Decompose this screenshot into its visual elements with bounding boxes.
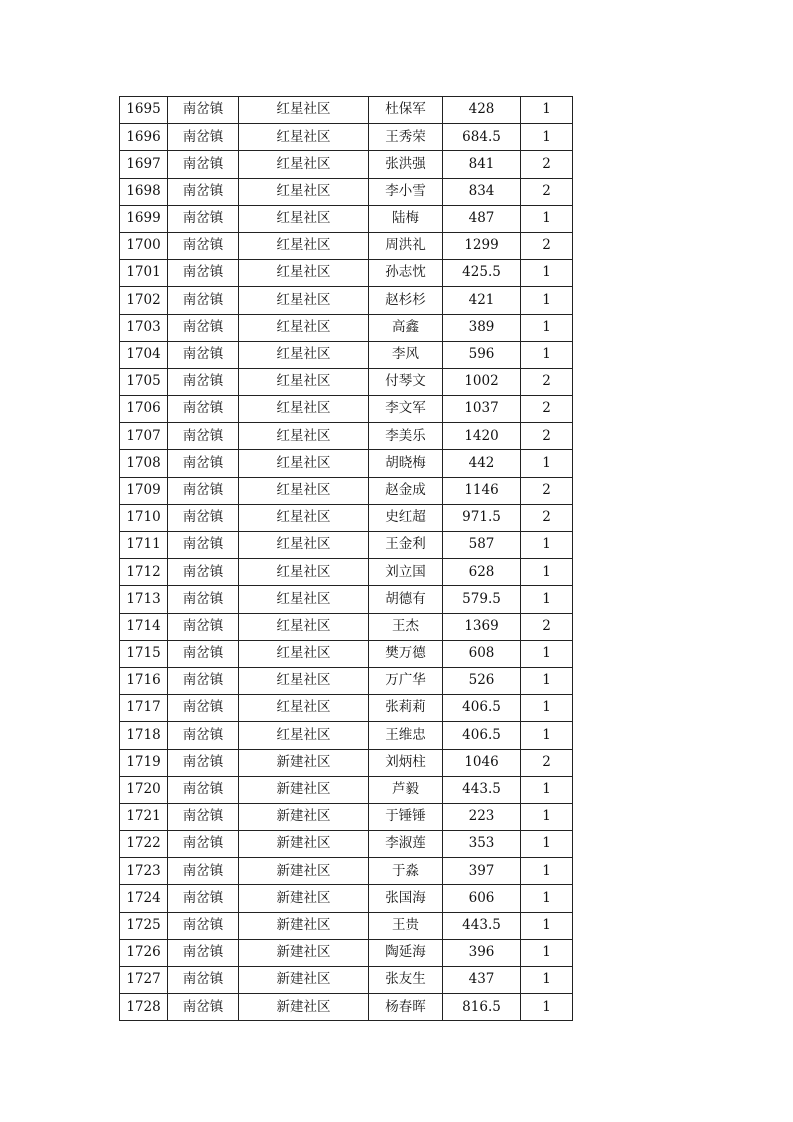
community-cell: 红星社区 — [239, 396, 369, 423]
household-count-cell: 1 — [521, 776, 573, 803]
table-row — [120, 504, 573, 531]
household-count-cell: 1 — [521, 205, 573, 232]
amount-cell: 1046 — [443, 749, 521, 776]
table-row — [120, 613, 573, 640]
community-cell: 红星社区 — [239, 178, 369, 205]
row-number-cell: 1722 — [120, 831, 168, 858]
amount-cell: 389 — [443, 314, 521, 341]
row-number-cell: 1704 — [120, 341, 168, 368]
table-row — [120, 260, 573, 287]
community-cell: 新建社区 — [239, 776, 369, 803]
town-cell: 南岔镇 — [168, 287, 239, 314]
name-cell: 李风 — [369, 341, 443, 368]
town-cell: 南岔镇 — [168, 967, 239, 994]
row-number-cell: 1721 — [120, 803, 168, 830]
table-row — [120, 178, 573, 205]
row-number-cell: 1696 — [120, 124, 168, 151]
town-cell: 南岔镇 — [168, 97, 239, 124]
name-cell: 周洪礼 — [369, 232, 443, 259]
amount-cell: 587 — [443, 532, 521, 559]
town-cell: 南岔镇 — [168, 368, 239, 395]
community-cell: 新建社区 — [239, 967, 369, 994]
row-number-cell: 1702 — [120, 287, 168, 314]
row-number-cell: 1727 — [120, 967, 168, 994]
community-cell: 红星社区 — [239, 667, 369, 694]
name-cell: 付琴文 — [369, 368, 443, 395]
community-cell: 红星社区 — [239, 97, 369, 124]
town-cell: 南岔镇 — [168, 205, 239, 232]
amount-cell: 406.5 — [443, 695, 521, 722]
household-count-cell: 1 — [521, 640, 573, 667]
table-row — [120, 450, 573, 477]
table-row — [120, 858, 573, 885]
community-cell: 红星社区 — [239, 477, 369, 504]
name-cell: 刘炳柱 — [369, 749, 443, 776]
name-cell: 赵金成 — [369, 477, 443, 504]
household-count-cell: 1 — [521, 939, 573, 966]
community-cell: 红星社区 — [239, 450, 369, 477]
table-row — [120, 205, 573, 232]
table-row — [120, 640, 573, 667]
community-cell: 新建社区 — [239, 749, 369, 776]
row-number-cell: 1728 — [120, 994, 168, 1021]
household-count-cell: 1 — [521, 967, 573, 994]
name-cell: 张莉莉 — [369, 695, 443, 722]
amount-cell: 1002 — [443, 368, 521, 395]
amount-cell: 816.5 — [443, 994, 521, 1021]
community-cell: 红星社区 — [239, 586, 369, 613]
amount-cell: 526 — [443, 667, 521, 694]
row-number-cell: 1706 — [120, 396, 168, 423]
amount-cell: 428 — [443, 97, 521, 124]
table-row — [120, 232, 573, 259]
amount-cell: 1037 — [443, 396, 521, 423]
row-number-cell: 1699 — [120, 205, 168, 232]
town-cell: 南岔镇 — [168, 504, 239, 531]
table-row — [120, 287, 573, 314]
amount-cell: 1420 — [443, 423, 521, 450]
table-row — [120, 695, 573, 722]
row-number-cell: 1711 — [120, 532, 168, 559]
town-cell: 南岔镇 — [168, 423, 239, 450]
household-count-cell: 1 — [521, 722, 573, 749]
town-cell: 南岔镇 — [168, 803, 239, 830]
town-cell: 南岔镇 — [168, 477, 239, 504]
table-row — [120, 912, 573, 939]
table-row — [120, 477, 573, 504]
household-count-cell: 2 — [521, 613, 573, 640]
table-body — [120, 97, 573, 1021]
town-cell: 南岔镇 — [168, 722, 239, 749]
row-number-cell: 1703 — [120, 314, 168, 341]
amount-cell: 397 — [443, 858, 521, 885]
town-cell: 南岔镇 — [168, 314, 239, 341]
table-row — [120, 749, 573, 776]
name-cell: 刘立国 — [369, 559, 443, 586]
town-cell: 南岔镇 — [168, 396, 239, 423]
table-row — [120, 831, 573, 858]
row-number-cell: 1705 — [120, 368, 168, 395]
household-count-cell: 2 — [521, 368, 573, 395]
household-count-cell: 2 — [521, 504, 573, 531]
town-cell: 南岔镇 — [168, 885, 239, 912]
table-row — [120, 803, 573, 830]
household-count-cell: 1 — [521, 803, 573, 830]
town-cell: 南岔镇 — [168, 939, 239, 966]
community-cell: 红星社区 — [239, 640, 369, 667]
table-row — [120, 314, 573, 341]
amount-cell: 421 — [443, 287, 521, 314]
amount-cell: 684.5 — [443, 124, 521, 151]
row-number-cell: 1726 — [120, 939, 168, 966]
name-cell: 王金利 — [369, 532, 443, 559]
town-cell: 南岔镇 — [168, 232, 239, 259]
household-count-cell: 2 — [521, 477, 573, 504]
row-number-cell: 1717 — [120, 695, 168, 722]
amount-cell: 834 — [443, 178, 521, 205]
town-cell: 南岔镇 — [168, 831, 239, 858]
town-cell: 南岔镇 — [168, 749, 239, 776]
household-count-cell: 1 — [521, 532, 573, 559]
row-number-cell: 1698 — [120, 178, 168, 205]
community-cell: 红星社区 — [239, 559, 369, 586]
community-cell: 红星社区 — [239, 504, 369, 531]
household-count-cell: 2 — [521, 178, 573, 205]
community-cell: 红星社区 — [239, 532, 369, 559]
community-cell: 新建社区 — [239, 831, 369, 858]
name-cell: 杨春晖 — [369, 994, 443, 1021]
household-count-cell: 1 — [521, 124, 573, 151]
household-count-cell: 1 — [521, 260, 573, 287]
amount-cell: 628 — [443, 559, 521, 586]
name-cell: 于淼 — [369, 858, 443, 885]
name-cell: 李美乐 — [369, 423, 443, 450]
amount-cell: 487 — [443, 205, 521, 232]
table-row — [120, 423, 573, 450]
amount-cell: 406.5 — [443, 722, 521, 749]
table-row — [120, 151, 573, 178]
table-row — [120, 939, 573, 966]
household-count-cell: 2 — [521, 749, 573, 776]
household-count-cell: 1 — [521, 695, 573, 722]
name-cell: 陆梅 — [369, 205, 443, 232]
community-cell: 新建社区 — [239, 803, 369, 830]
community-cell: 新建社区 — [239, 939, 369, 966]
name-cell: 张国海 — [369, 885, 443, 912]
amount-cell: 437 — [443, 967, 521, 994]
table-row — [120, 967, 573, 994]
community-cell: 红星社区 — [239, 151, 369, 178]
amount-cell: 1146 — [443, 477, 521, 504]
row-number-cell: 1714 — [120, 613, 168, 640]
household-count-cell: 1 — [521, 858, 573, 885]
community-cell: 红星社区 — [239, 205, 369, 232]
name-cell: 王维忠 — [369, 722, 443, 749]
name-cell: 芦毅 — [369, 776, 443, 803]
town-cell: 南岔镇 — [168, 341, 239, 368]
amount-cell: 1369 — [443, 613, 521, 640]
table-row — [120, 776, 573, 803]
table-row — [120, 532, 573, 559]
community-cell: 红星社区 — [239, 287, 369, 314]
household-count-cell: 1 — [521, 994, 573, 1021]
household-count-cell: 1 — [521, 450, 573, 477]
town-cell: 南岔镇 — [168, 450, 239, 477]
row-number-cell: 1710 — [120, 504, 168, 531]
table-row — [120, 667, 573, 694]
household-count-cell: 1 — [521, 341, 573, 368]
amount-cell: 606 — [443, 885, 521, 912]
row-number-cell: 1700 — [120, 232, 168, 259]
row-number-cell: 1709 — [120, 477, 168, 504]
name-cell: 李文军 — [369, 396, 443, 423]
data-table — [119, 96, 573, 1021]
amount-cell: 425.5 — [443, 260, 521, 287]
amount-cell: 596 — [443, 341, 521, 368]
row-number-cell: 1725 — [120, 912, 168, 939]
row-number-cell: 1712 — [120, 559, 168, 586]
amount-cell: 841 — [443, 151, 521, 178]
household-count-cell: 2 — [521, 423, 573, 450]
name-cell: 孙志忱 — [369, 260, 443, 287]
town-cell: 南岔镇 — [168, 858, 239, 885]
household-count-cell: 1 — [521, 287, 573, 314]
amount-cell: 353 — [443, 831, 521, 858]
community-cell: 红星社区 — [239, 260, 369, 287]
row-number-cell: 1715 — [120, 640, 168, 667]
amount-cell: 443.5 — [443, 776, 521, 803]
name-cell: 万广华 — [369, 667, 443, 694]
amount-cell: 443.5 — [443, 912, 521, 939]
amount-cell: 442 — [443, 450, 521, 477]
name-cell: 史红超 — [369, 504, 443, 531]
table-row — [120, 341, 573, 368]
amount-cell: 223 — [443, 803, 521, 830]
town-cell: 南岔镇 — [168, 151, 239, 178]
amount-cell: 579.5 — [443, 586, 521, 613]
community-cell: 红星社区 — [239, 722, 369, 749]
town-cell: 南岔镇 — [168, 640, 239, 667]
name-cell: 王贵 — [369, 912, 443, 939]
household-count-cell: 2 — [521, 151, 573, 178]
name-cell: 杜保军 — [369, 97, 443, 124]
community-cell: 红星社区 — [239, 124, 369, 151]
name-cell: 张洪强 — [369, 151, 443, 178]
amount-cell: 608 — [443, 640, 521, 667]
household-count-cell: 1 — [521, 314, 573, 341]
table-row — [120, 885, 573, 912]
row-number-cell: 1708 — [120, 450, 168, 477]
name-cell: 王秀荣 — [369, 124, 443, 151]
row-number-cell: 1707 — [120, 423, 168, 450]
table-row — [120, 368, 573, 395]
name-cell: 胡晓梅 — [369, 450, 443, 477]
name-cell: 樊万德 — [369, 640, 443, 667]
row-number-cell: 1718 — [120, 722, 168, 749]
name-cell: 于锤锤 — [369, 803, 443, 830]
table-row — [120, 396, 573, 423]
row-number-cell: 1701 — [120, 260, 168, 287]
row-number-cell: 1713 — [120, 586, 168, 613]
row-number-cell: 1716 — [120, 667, 168, 694]
household-count-cell: 2 — [521, 396, 573, 423]
town-cell: 南岔镇 — [168, 613, 239, 640]
community-cell: 红星社区 — [239, 695, 369, 722]
household-count-cell: 1 — [521, 885, 573, 912]
household-count-cell: 1 — [521, 831, 573, 858]
table-row — [120, 994, 573, 1021]
household-count-cell: 1 — [521, 559, 573, 586]
table-row — [120, 722, 573, 749]
table-row — [120, 559, 573, 586]
household-count-cell: 1 — [521, 586, 573, 613]
community-cell: 红星社区 — [239, 613, 369, 640]
town-cell: 南岔镇 — [168, 994, 239, 1021]
town-cell: 南岔镇 — [168, 532, 239, 559]
household-count-cell: 1 — [521, 667, 573, 694]
town-cell: 南岔镇 — [168, 124, 239, 151]
household-count-cell: 2 — [521, 232, 573, 259]
table-row — [120, 97, 573, 124]
community-cell: 红星社区 — [239, 423, 369, 450]
household-count-cell: 1 — [521, 912, 573, 939]
table-row — [120, 586, 573, 613]
amount-cell: 1299 — [443, 232, 521, 259]
town-cell: 南岔镇 — [168, 559, 239, 586]
name-cell: 王杰 — [369, 613, 443, 640]
community-cell: 红星社区 — [239, 314, 369, 341]
row-number-cell: 1723 — [120, 858, 168, 885]
row-number-cell: 1724 — [120, 885, 168, 912]
town-cell: 南岔镇 — [168, 912, 239, 939]
row-number-cell: 1695 — [120, 97, 168, 124]
name-cell: 赵杉杉 — [369, 287, 443, 314]
row-number-cell: 1719 — [120, 749, 168, 776]
row-number-cell: 1720 — [120, 776, 168, 803]
name-cell: 张友生 — [369, 967, 443, 994]
town-cell: 南岔镇 — [168, 178, 239, 205]
community-cell: 新建社区 — [239, 912, 369, 939]
name-cell: 高鑫 — [369, 314, 443, 341]
community-cell: 新建社区 — [239, 858, 369, 885]
name-cell: 胡德有 — [369, 586, 443, 613]
town-cell: 南岔镇 — [168, 667, 239, 694]
household-count-cell: 1 — [521, 97, 573, 124]
amount-cell: 396 — [443, 939, 521, 966]
community-cell: 新建社区 — [239, 885, 369, 912]
name-cell: 陶延海 — [369, 939, 443, 966]
community-cell: 红星社区 — [239, 232, 369, 259]
community-cell: 红星社区 — [239, 368, 369, 395]
table-row — [120, 124, 573, 151]
amount-cell: 971.5 — [443, 504, 521, 531]
row-number-cell: 1697 — [120, 151, 168, 178]
town-cell: 南岔镇 — [168, 695, 239, 722]
town-cell: 南岔镇 — [168, 260, 239, 287]
name-cell: 李小雪 — [369, 178, 443, 205]
name-cell: 李淑莲 — [369, 831, 443, 858]
community-cell: 红星社区 — [239, 341, 369, 368]
town-cell: 南岔镇 — [168, 776, 239, 803]
town-cell: 南岔镇 — [168, 586, 239, 613]
community-cell: 新建社区 — [239, 994, 369, 1021]
